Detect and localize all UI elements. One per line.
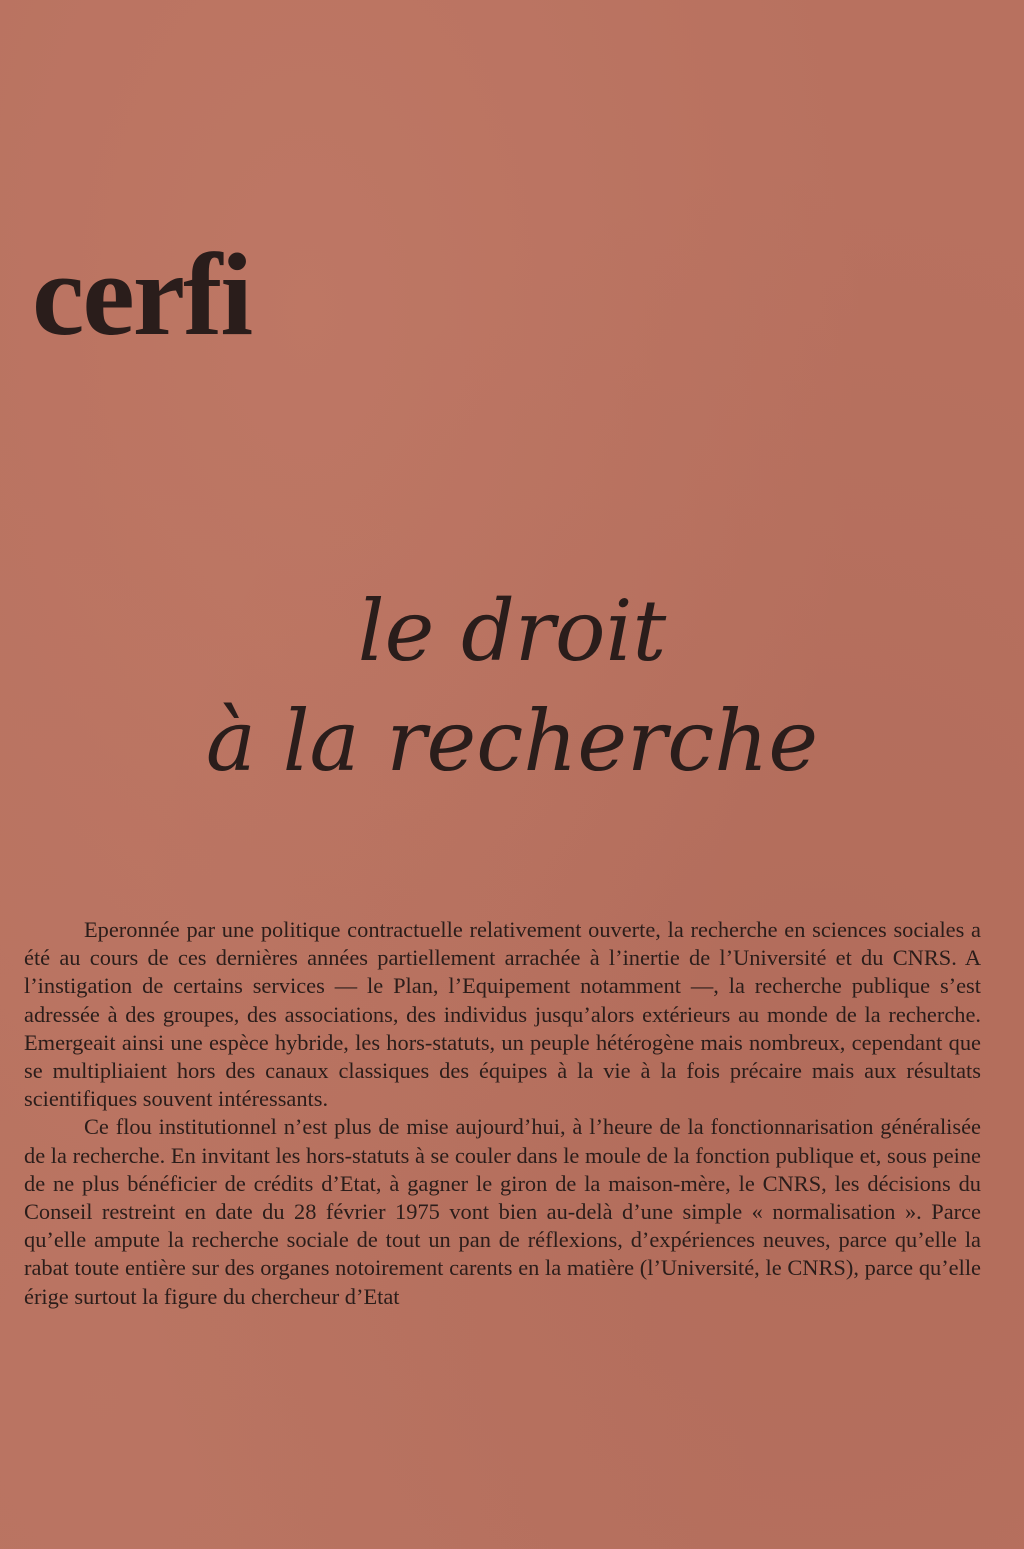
body-text (24, 916, 981, 1311)
title-line-1: le droit (357, 582, 667, 680)
paragraph-2: Ce flou institutionnel n’est plus de mise aujourd’hui, à l’heure de la fonctionnarisation généralisée de la recherche. En invitant les hors-statuts à se couler dans le moule de la fonction publique et, sous peine de ne plus bénéficier de crédits d’Etat, à gagner le giron de la maison-mère, le CNRS, les décisions du Conseil restreint en date du 28 février 1975 vont bien au-delà d’une simple « normalisation ». Parce qu’elle ampute la recherche sociale de tout un pan de réflexions, d’expériences neuves, parce qu’elle la rabat toute entière sur des organes notoirement carents en la matière (l’Université, le CNRS), parce qu’elle érige surtout la figure du chercheur d’Etat (24, 1114, 981, 1309)
title-line-2: à la recherche (205, 692, 819, 790)
publisher-logo: cerfi (32, 229, 252, 360)
paragraph-1: Eperonnée par une politique contractuelle relativement ouverte, la recherche en sciences sociales a été au cours de ces dernières années partiellement arrachée à l’inertie de l’Université et du CNRS. A l’instigation de certains services — le Plan, l’Equipement notamment —, la recherche publique s’est adressée à des groupes, des associations, des individus jusqu’alors extérieurs au monde de la recherche. Emergeait ainsi une espèce hybride, les hors-statuts, un peuple hétérogène mais nombreux, cependant que se multipliaient hors des canaux classiques des équipes à la vie à la fois précaire mais aux résultats scientifiques souvent intéressants. (24, 917, 981, 1112)
document-title (0, 576, 1024, 796)
